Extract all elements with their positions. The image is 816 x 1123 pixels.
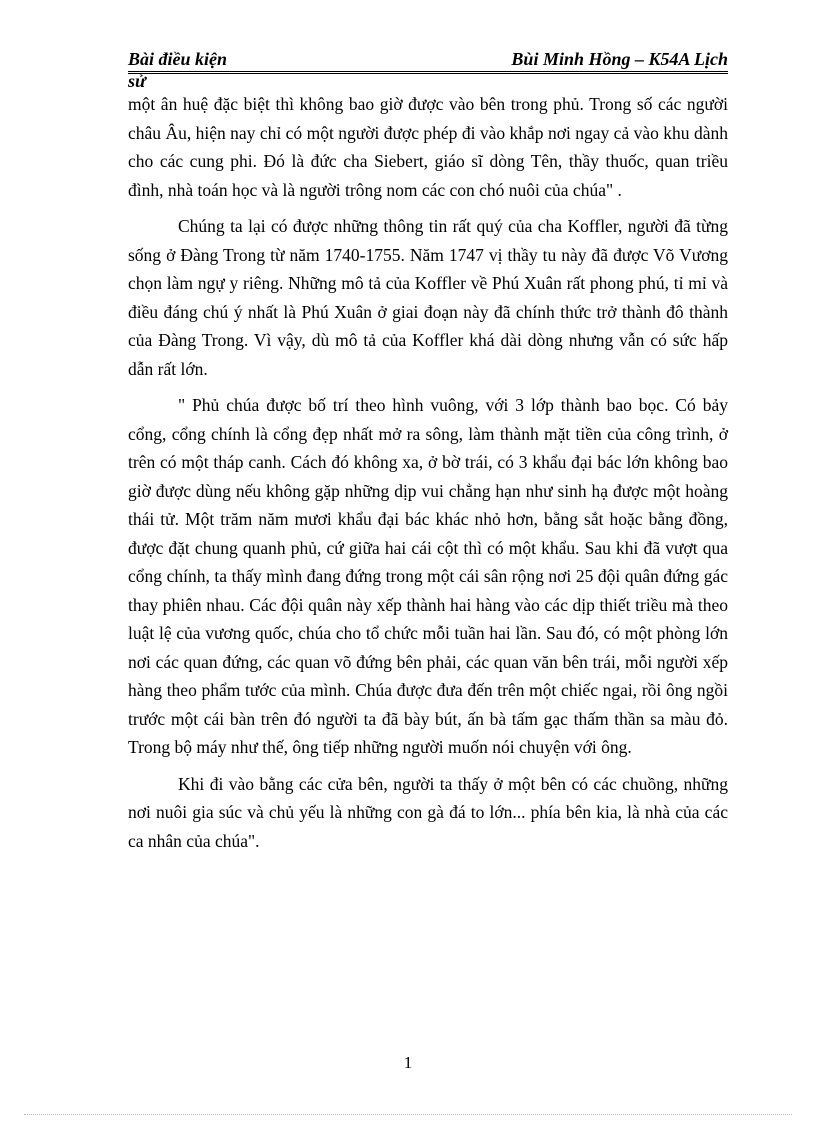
header-left-title: Bài điều kiện sử [128, 49, 228, 91]
page-number: 1 [403, 1053, 413, 1072]
header-author: Bùi Minh Hồng – K54A Lịch [511, 49, 728, 69]
paragraph-quote: " Phủ chúa được bố trí theo hình vuông, với 3 lớp thành bao bọc. Có bảy cổng, cổng chính là cổng đẹp nhất mở ra sông, làm thành mặt tiền của công trình, ở trên có một tháp canh. Cách đó không xa, ở bờ trái, có 3 khẩu đại bác lớn không bao giờ được dùng nếu không gặp những dịp vui chẳng hạn như sinh hạ được một hoàng thái tử. Một trăm năm mươi khẩu đại bác khác nhỏ hơn, bằng sắt hoặc bằng đồng, được đặt chung quanh phủ, cứ giữa hai cái cột thì có một khẩu. Sau khi đã vượt qua cổng chính, ta thấy mình đang đứng trong một cái sân rộng nơi 25 đội quân đứng gác thay phiên nhau. Các đội quân này xếp thành hai hàng vào các dịp thiết triều mà theo luật lệ của vương quốc, chúa cho tổ chức mỗi tuần hai lần. Sau đó, có một phòng lớn nơi các quan đứng, các quan võ đứng bên phải, các quan văn bên trái, mỗi người xếp hàng theo phẩm tước của mình. Chúa được đưa đến trên một chiếc ngai, rồi ông ngồi trước một cái bàn trên đó người ta đã bày bút, ấn bà tấm gạc thấm thần sa màu đỏ. Trong bộ máy như thế, ông tiếp những người muốn nói chuyện với ông. [128, 395, 728, 757]
page-bottom-border [24, 1114, 792, 1115]
header-divider [128, 71, 728, 74]
paragraph: Khi đi vào bằng các cửa bên, người ta thấy ở một bên có các chuồng, những nơi nuôi gia súc và chủ yếu là những con gà đá to lớn... phía bên kia, là nhà của các ca nhân của chúa". [128, 773, 728, 851]
paragraph-continuation: một ân huệ đặc biệt thì không bao giờ được vào bên trong phủ. Trong số các người châu Âu, hiện nay chỉ có một người được phép đi vào khắp nơi ngay cả vào khu dành cho các cung phi. Đó là đức cha Siebert, giáo sĩ dòng Tên, thầy thuốc, quan triều đình, nhà toán học và là người trông nom các con chó nuôi của chúa" . [128, 94, 728, 200]
paragraph: Chúng ta lại có được những thông tin rất quý của cha Koffler, người đã từng sống ở Đàng Trong từ năm 1740-1755. Năm 1747 vị thầy tu này đã được Võ Vương chọn làm ngự y riêng. Những mô tả của Koffler về Phú Xuân rất phong phú, tỉ mỉ và điều đáng chú ý nhất là Phú Xuân ở giai đoạn này đã chính thức trở thành đô thành của Đàng Trong. Vì vậy, dù mô tả của Koffler khá dài dòng nhưng vẫn có sức hấp dẫn rất lớn. [128, 216, 728, 379]
page-body [128, 90, 728, 863]
